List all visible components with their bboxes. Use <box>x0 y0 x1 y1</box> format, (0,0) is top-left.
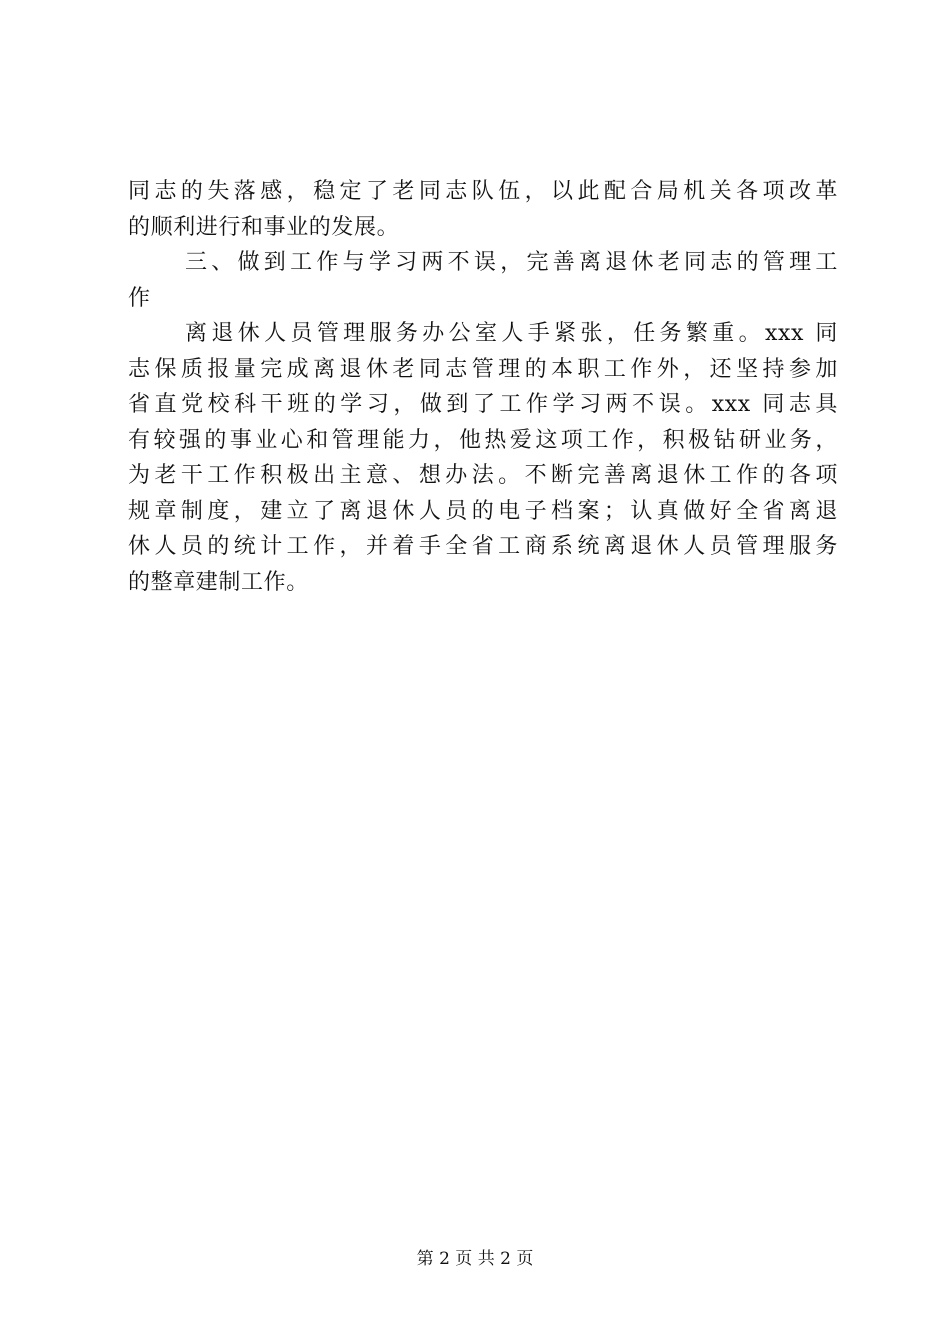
text-line: 为老干工作积极出主意、想办法。不断完善离退休工作的各项 <box>128 463 838 488</box>
section-heading-line: 作 <box>128 285 151 311</box>
text-line: 的整章建制工作。 <box>128 569 309 595</box>
page-number-footer: 第 2 页 共 2 页 <box>416 1249 534 1269</box>
text-line: 同志的失落感，稳定了老同志队伍，以此配合局机关各项改革 <box>128 179 838 204</box>
text-line: 的顺利进行和事业的发展。 <box>128 214 400 240</box>
text-line: 志保质报量完成离退休老同志管理的本职工作外，还坚持参加 <box>128 356 838 382</box>
text-line: 省直党校科干班的学习，做到了工作学习两不误。xxx 同志具 <box>128 392 838 417</box>
text-line: 规章制度，建立了离退休人员的电子档案；认真做好全省离退 <box>128 498 838 524</box>
document-body <box>128 174 838 600</box>
text-line: 休人员的统计工作，并着手全省工商系统离退休人员管理服务 <box>128 534 838 559</box>
section-heading-line: 三、做到工作与学习两不误，完善离退休老同志的管理工 <box>185 250 838 275</box>
text-line: 有较强的事业心和管理能力，他热爱这项工作，积极钻研业务， <box>128 427 838 453</box>
text-line: 离退休人员管理服务办公室人手紧张，任务繁重。xxx 同 <box>185 321 838 346</box>
